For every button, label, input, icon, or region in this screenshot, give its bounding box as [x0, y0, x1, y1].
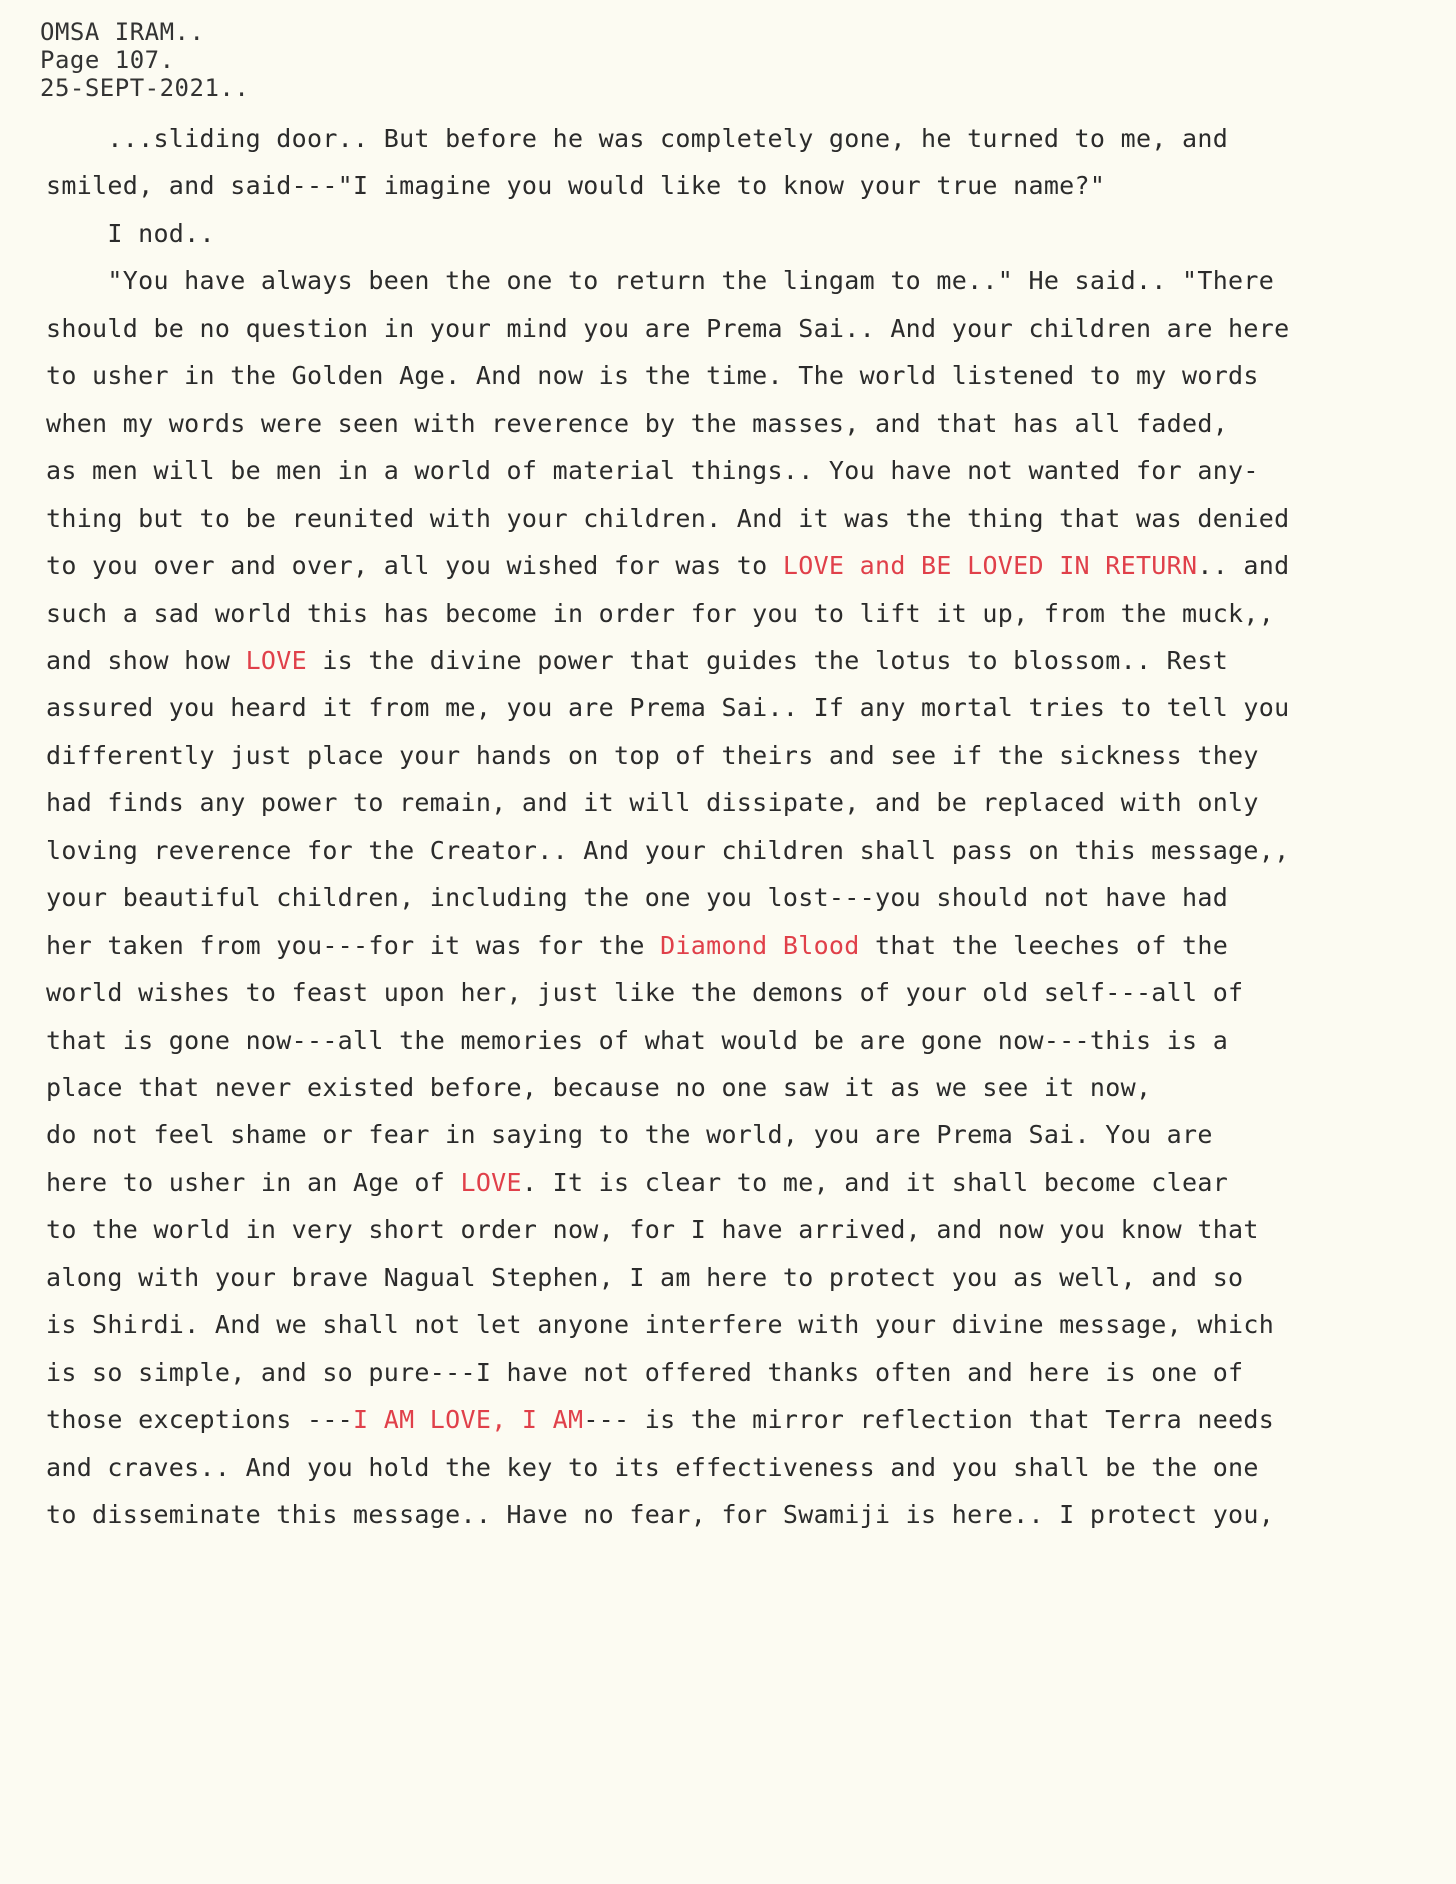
text-segment: thing but to be reunited with your children. And it was the thing that was denied — [46, 503, 1290, 533]
text-line — [46, 314, 1289, 344]
text-segment: had finds any power to remain, and it will dissipate, and be replaced with only — [46, 788, 1259, 818]
text-line — [46, 1120, 1213, 1150]
text-segment: ...sliding door.. But before he was completely gone, he turned to me, and — [46, 124, 1229, 153]
text-line — [46, 124, 1228, 154]
text-line — [46, 741, 1259, 771]
text-segment: when my words were seen with reverence by the masses, and that has all faded, — [46, 408, 1229, 438]
text-line — [46, 219, 215, 249]
text-line — [46, 1026, 1228, 1056]
document-date: 25-SEPT-2021.. — [40, 74, 250, 102]
text-line — [46, 1453, 1259, 1483]
text-segment: and show how — [46, 645, 246, 675]
highlighted-phrase: LOVE — [460, 1167, 522, 1197]
document-title: OMSA IRAM.. — [40, 18, 205, 46]
text-line — [46, 504, 1289, 534]
text-line — [46, 978, 1243, 1008]
text-segment: your beautiful children, including the one you lost---you should not have had — [46, 883, 1229, 913]
text-segment: that the leeches of the — [859, 930, 1229, 960]
text-segment: to usher in the Golden Age. And now is the time. The world listened to my words — [46, 361, 1259, 391]
text-segment: I nod.. — [46, 218, 215, 248]
text-line — [46, 788, 1259, 818]
text-line — [46, 1168, 1228, 1198]
highlighted-phrase: Diamond Blood — [660, 930, 860, 960]
text-line — [46, 599, 1274, 629]
text-line — [46, 171, 1105, 201]
text-line — [46, 836, 1289, 866]
text-segment: to the world in very short order now, for I have arrived, and now you know that — [46, 1215, 1259, 1245]
text-segment: along with your brave Nagual Stephen, I am here to protect you as well, and so — [46, 1262, 1244, 1292]
text-segment: "You have always been the one to return the lingam to me.." He said.. "There — [46, 266, 1275, 296]
text-segment: should be no question in your mind you are Prema Sai.. And your children are here — [46, 313, 1290, 343]
text-line — [46, 883, 1228, 913]
page-header — [40, 18, 249, 102]
text-line — [46, 409, 1228, 439]
text-line — [46, 551, 1289, 581]
text-line — [46, 1500, 1274, 1530]
text-line — [46, 931, 1228, 961]
text-line — [46, 1263, 1243, 1293]
page-number: Page 107. — [40, 46, 175, 74]
text-line — [46, 456, 1259, 486]
text-segment: and craves.. And you hold the key to its effectiveness and you shall be the one — [46, 1452, 1259, 1482]
text-line — [46, 646, 1228, 676]
text-segment: . It is clear to me, and it shall become clear — [521, 1167, 1229, 1197]
text-line — [46, 1215, 1259, 1245]
text-line — [46, 1073, 1151, 1103]
highlighted-phrase: LOVE and BE LOVED IN RETURN — [782, 551, 1198, 581]
text-segment: as men will be men in a world of material things.. You have not wanted for any- — [46, 456, 1259, 486]
text-segment: differently just place your hands on top of theirs and see if the sickness they — [46, 740, 1259, 770]
text-segment: to disseminate this message.. Have no fear, for Swamiji is here.. I protect you, — [46, 1500, 1275, 1530]
text-segment: to you over and over, all you wished for was to — [46, 551, 783, 581]
text-line — [46, 1358, 1243, 1388]
text-segment: place that never existed before, because no one saw it as we see it now, — [46, 1073, 1152, 1102]
text-segment: .. and — [1197, 551, 1290, 581]
text-segment: here to usher in an Age of — [46, 1167, 461, 1197]
text-segment: world wishes to feast upon her, just like the demons of your old self---all of — [46, 978, 1244, 1008]
text-line — [46, 1310, 1274, 1340]
text-segment: her taken from you---for it was for the — [46, 930, 661, 960]
text-segment: is the divine power that guides the lotus to blossom.. Rest — [306, 645, 1229, 675]
text-line — [46, 693, 1289, 723]
highlighted-phrase: I AM LOVE, I AM — [353, 1405, 584, 1435]
text-segment: is Shirdi. And we shall not let anyone interfere with your divine message, which — [46, 1310, 1275, 1340]
text-segment: that is gone now---all the memories of what would be are gone now---this is a — [46, 1025, 1229, 1055]
text-segment: --- is the mirror reflection that Terra needs — [583, 1405, 1275, 1435]
text-segment: is so simple, and so pure---I have not offered thanks often and here is one of — [46, 1357, 1244, 1387]
text-line — [46, 266, 1274, 296]
text-segment: such a sad world this has become in order for you to lift it up, from the muck,, — [46, 598, 1275, 628]
text-segment: loving reverence for the Creator.. And your children shall pass on this message,, — [46, 835, 1290, 865]
text-segment: assured you heard it from me, you are Prema Sai.. If any mortal tries to tell you — [46, 693, 1290, 723]
text-segment: smiled, and said---"I imagine you would like to know your true name?" — [46, 171, 1106, 201]
text-segment: those exceptions --- — [46, 1405, 354, 1435]
text-line — [46, 361, 1259, 391]
highlighted-phrase: LOVE — [245, 645, 307, 675]
text-line — [46, 1405, 1274, 1435]
text-segment: do not feel shame or fear in saying to the world, you are Prema Sai. You are — [46, 1120, 1213, 1150]
